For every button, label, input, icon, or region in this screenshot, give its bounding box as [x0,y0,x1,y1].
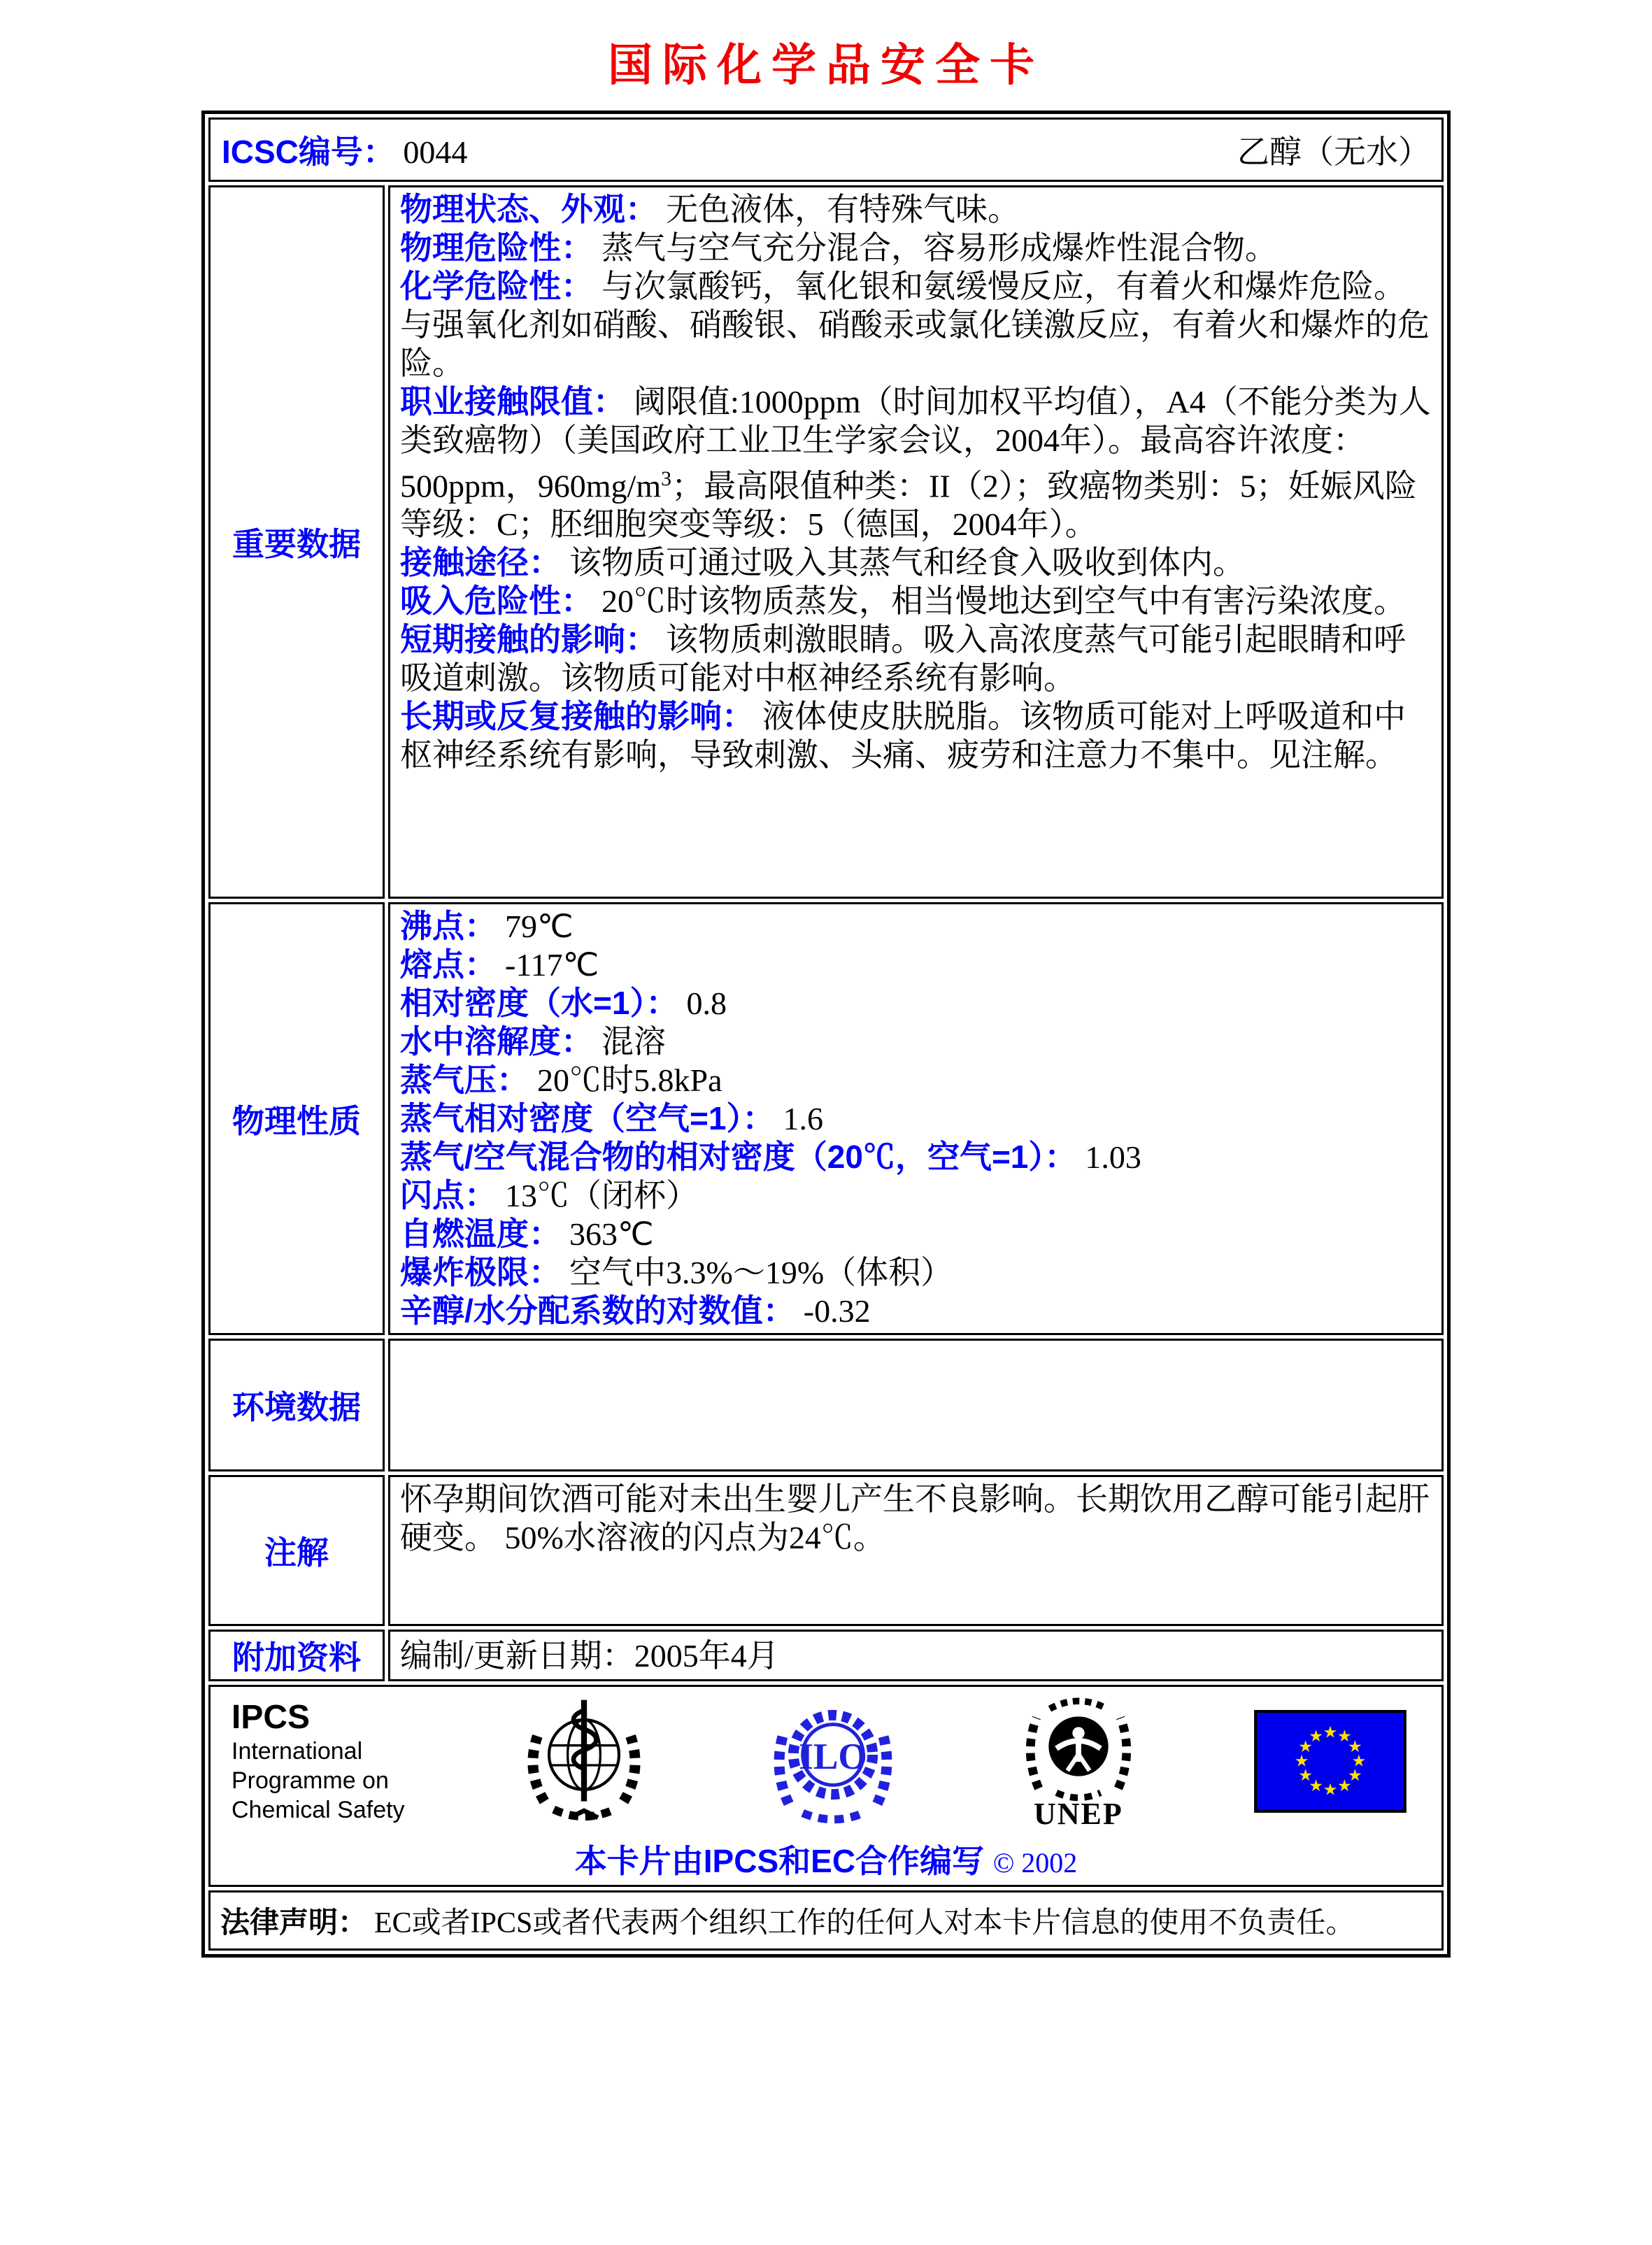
legal-notice-label: 法律声明： [220,1906,368,1939]
data-line: 蒸气/空气混合物的相对密度（20℃，空气=1）： 1.03 [400,1139,1141,1175]
header-cell [208,117,1444,182]
ipcs-text-block [232,1699,405,1825]
important-data-row [208,185,1444,899]
notes-row [208,1475,1444,1626]
important-data-content [388,185,1444,899]
section-label-environmental-data: 环境数据 [208,1339,385,1471]
icsc-table [201,111,1451,1958]
eu-star-icon: ★ [1323,1781,1338,1799]
data-line: 物理状态、外观： 无色液体，有特殊气味。 [400,191,1020,227]
section-label-physical-properties: 物理性质 [208,902,385,1335]
eu-star-icon: ★ [1337,1776,1352,1795]
logos-strip [218,1690,1434,1832]
eu-star-icon: ★ [1348,1738,1362,1757]
data-line: 相对密度（水=1）： 0.8 [400,985,727,1021]
data-line: 爆炸极限： 空气中3.3%～19%（体积） [400,1254,953,1290]
data-line: 闪点： 13℃（闭杯） [400,1177,698,1213]
data-line: 物理危险性： 蒸气与空气充分混合，容易形成爆炸性混合物。 [400,229,1277,266]
legal-row [208,1890,1444,1951]
section-label-notes: 注解 [208,1475,385,1626]
eu-star-icon: ★ [1298,1738,1313,1757]
ipcs-acronym: IPCS [232,1698,311,1736]
eu-star-icon: ★ [1298,1766,1313,1785]
copyright-text: © 2002 [992,1847,1078,1879]
additional-info-row [208,1630,1444,1681]
environmental-data-row [208,1339,1444,1471]
physical-properties-content [388,902,1444,1335]
data-line: 蒸气相对密度（空气=1）： 1.6 [400,1100,823,1136]
header-row [208,117,1444,182]
section-label-important-data: 重要数据 [208,185,385,899]
additional-info-content: 编制/更新日期：2005年4月 [388,1630,1444,1681]
page-title: 国际化学品安全卡 [608,40,1044,90]
eu-star-icon: ★ [1323,1723,1338,1742]
data-line: 接触途径： 该物质可通过吸入其蒸气和经食入吸收到体内。 [400,544,1245,581]
environmental-data-content [388,1339,1444,1471]
data-line: 化学危险性： 与次氯酸钙，氧化银和氨缓慢反应，有着火和爆炸危险。与强氧化剂如硝酸、硝酸银、硝酸汞或氯化镁激反应，有着火和爆炸的危险。 [400,268,1430,381]
eu-star-icon: ★ [1351,1752,1367,1771]
unep-logo-icon [1012,1691,1145,1802]
legal-cell [208,1890,1444,1951]
section-label-additional-info: 附加资料 [208,1630,385,1681]
who-logo-icon [514,1694,654,1830]
unep-logo-block [1012,1691,1145,1832]
data-line: 短期接触的影响： 该物质刺激眼睛。吸入高浓度蒸气可能引起眼睛和呼吸道刺激。该物质可能对中枢神经系统有影响。 [400,621,1406,697]
physical-properties-row [208,902,1444,1335]
eu-star-icon: ★ [1294,1752,1309,1771]
icsc-number-label: ICSC编号： [222,134,395,170]
notes-content: 怀孕期间饮酒可能对未出生婴儿产生不良影响。长期饮用乙醇可能引起肝硬变。 50%水溶液的闪点为24℃。 [388,1475,1444,1626]
cooperation-caption [218,1836,1434,1882]
data-line: 辛醇/水分配系数的对数值： -0.32 [400,1292,871,1329]
data-line: 职业接触限值： 阈限值:1000ppm（时间加权平均值），A4（不能分类为人类致癌物）（美国政府工业卫生学家会议，2004年）。最高容许浓度：500ppm，$960mg/m^3$；最高限值种类：II（2）；致癌物类别：5；妊娠风险等级：C；胚细胞突变等级：5（德国，2004年）。 [400,383,1431,543]
icsc-number-group [222,127,467,173]
ilo-logo-icon [763,1692,903,1832]
eu-star-icon: ★ [1309,1776,1323,1795]
data-line: 水中溶解度： 混溶 [400,1023,666,1060]
data-line: 蒸气压： 20℃时5.8kPa [400,1062,722,1098]
data-line: 熔点： -117℃ [400,946,599,983]
logos-cell [208,1685,1444,1887]
ipcs-line-3: Chemical Safety [232,1796,405,1823]
data-line: 自燃温度： 363℃ [400,1216,654,1252]
legal-notice-text: EC或者IPCS或者代表两个组织工作的任何人对本卡片信息的使用不负责任。 [374,1907,1355,1939]
data-line: 吸入危险性： 20℃时该物质蒸发，相当慢地达到空气中有害污染浓度。 [400,583,1406,620]
eu-star-icon: ★ [1348,1766,1362,1785]
cooperation-caption-text: 本卡片由IPCS和EC合作编写 [574,1843,985,1879]
ipcs-line-2: Programme on [232,1767,389,1794]
logos-row [208,1685,1444,1887]
ilo-logo-text: ILO [798,1734,867,1777]
unep-logo-text: UNEP [1033,1797,1123,1831]
ipcs-line-1: International [232,1737,363,1765]
icsc-number-value: 0044 [403,134,468,170]
eu-flag-icon [1254,1710,1407,1813]
eu-star-icon: ★ [1309,1727,1323,1746]
chemical-name: 乙醇（无水） [1237,134,1430,170]
data-line: 沸点： 79℃ [400,908,574,944]
eu-star-icon: ★ [1337,1727,1352,1746]
data-line: 长期或反复接触的影响： 液体使皮肤脱脂。该物质可能对上呼吸道和中枢神经系统有影响，导致刺激、头痛、疲劳和注意力不集中。见注解。 [400,698,1406,774]
